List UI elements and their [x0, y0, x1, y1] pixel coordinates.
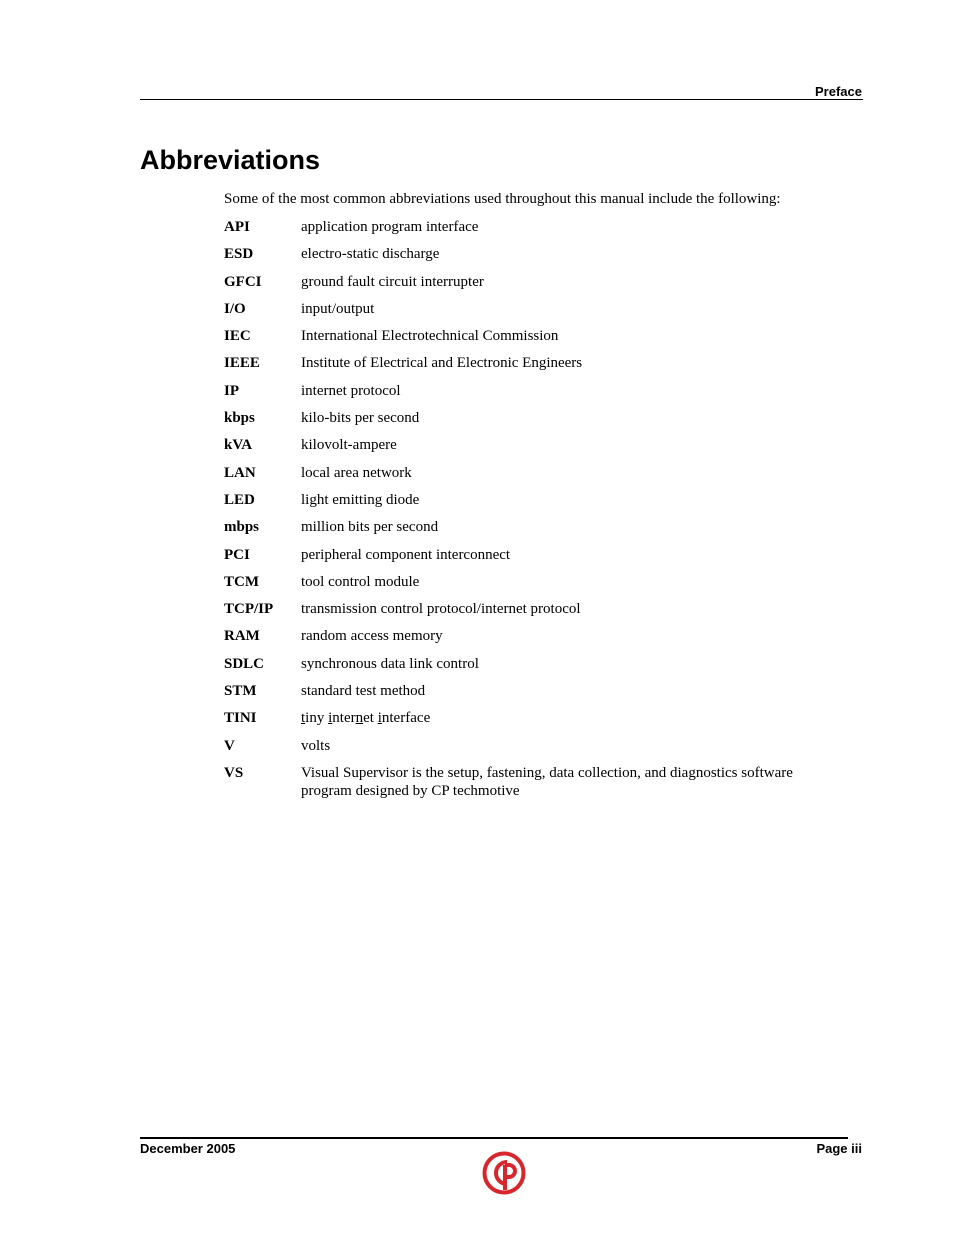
abbreviation-row [224, 327, 824, 354]
abbreviation-definition: Visual Supervisor is the setup, fastening, data collection, and diagnostics software program designed by CP techmotive [301, 764, 793, 799]
abbreviation-definition: input/output [301, 300, 375, 317]
abbreviation-term: SDLC [224, 655, 265, 672]
abbreviation-row [224, 464, 824, 491]
abbreviation-row [224, 600, 824, 627]
abbreviation-row [224, 682, 824, 709]
abbreviation-definition: random access memory [301, 628, 443, 645]
abbreviation-row [224, 627, 824, 654]
abbreviation-row [224, 764, 824, 800]
abbreviation-row [224, 518, 824, 545]
abbreviation-definition: internet protocol [301, 382, 401, 399]
abbreviation-definition: local area network [301, 464, 412, 481]
abbreviation-row [224, 436, 824, 463]
abbreviation-term: TCP/IP [224, 601, 274, 618]
abbreviation-term: mbps [224, 519, 260, 536]
abbreviation-row [224, 300, 824, 327]
abbreviation-definition: tool control module [301, 573, 420, 590]
footer-date: December 2005 [140, 1141, 236, 1156]
abbreviation-term: TINI [224, 710, 257, 727]
abbreviation-term: ESD [224, 246, 254, 263]
abbreviation-row [224, 354, 824, 381]
page-title: Abbreviations [140, 145, 321, 175]
abbreviation-term: IP [224, 382, 239, 399]
abbreviation-term: kVA [224, 437, 253, 454]
abbreviation-term: RAM [224, 628, 260, 645]
abbreviation-definition: kilo-bits per second [301, 410, 420, 427]
abbreviation-row [224, 245, 824, 272]
header-divider [140, 99, 863, 100]
abbreviation-row [224, 709, 824, 736]
abbreviation-row [224, 409, 824, 436]
abbreviation-definition: volts [301, 737, 331, 754]
cp-logo-icon [482, 1150, 526, 1196]
intro-paragraph: Some of the most common abbreviations used throughout this manual include the following: [224, 191, 781, 207]
running-header-section: Preface [815, 84, 862, 99]
abbreviation-definition: tiny internet interface [301, 710, 431, 727]
abbreviation-row [224, 218, 824, 245]
abbreviation-definition: million bits per second [301, 519, 439, 536]
abbreviation-row [224, 737, 824, 764]
abbreviation-definition: synchronous data link control [301, 655, 479, 672]
footer-divider [140, 1137, 848, 1139]
abbreviation-term: V [224, 737, 235, 754]
abbreviation-term: LAN [224, 464, 256, 481]
abbreviation-definition: peripheral component interconnect [301, 546, 511, 563]
abbreviation-definition: electro-static discharge [301, 246, 440, 263]
abbreviation-term: I/O [224, 300, 246, 317]
abbreviation-list [224, 218, 824, 800]
abbreviation-term: VS [224, 764, 244, 781]
abbreviation-term: GFCI [224, 273, 262, 290]
abbreviation-definition: kilovolt-ampere [301, 437, 397, 454]
abbreviation-row [224, 546, 824, 573]
abbreviation-definition: standard test method [301, 683, 426, 700]
abbreviation-term: IEC [224, 328, 251, 345]
abbreviation-term: LED [224, 491, 255, 508]
abbreviation-row [224, 382, 824, 409]
abbreviation-row [224, 655, 824, 682]
abbreviation-definition: application program interface [301, 219, 479, 235]
abbreviation-definition: transmission control protocol/internet protocol [301, 601, 581, 618]
abbreviation-row [224, 273, 824, 300]
abbreviation-definition: Institute of Electrical and Electronic Engineers [301, 355, 583, 372]
abbreviation-row [224, 491, 824, 518]
abbreviation-term: API [224, 219, 250, 235]
abbreviation-definition: light emitting diode [301, 491, 420, 508]
abbreviation-term: TCM [224, 573, 259, 590]
abbreviation-term: STM [224, 683, 257, 700]
footer-page-number: Page iii [816, 1141, 862, 1156]
abbreviation-term: PCI [224, 546, 250, 563]
abbreviation-term: kbps [224, 410, 255, 427]
abbreviation-row [224, 573, 824, 600]
abbreviation-definition: ground fault circuit interrupter [301, 273, 484, 290]
abbreviation-definition: International Electrotechnical Commission [301, 328, 559, 345]
abbreviation-term: IEEE [224, 355, 260, 372]
